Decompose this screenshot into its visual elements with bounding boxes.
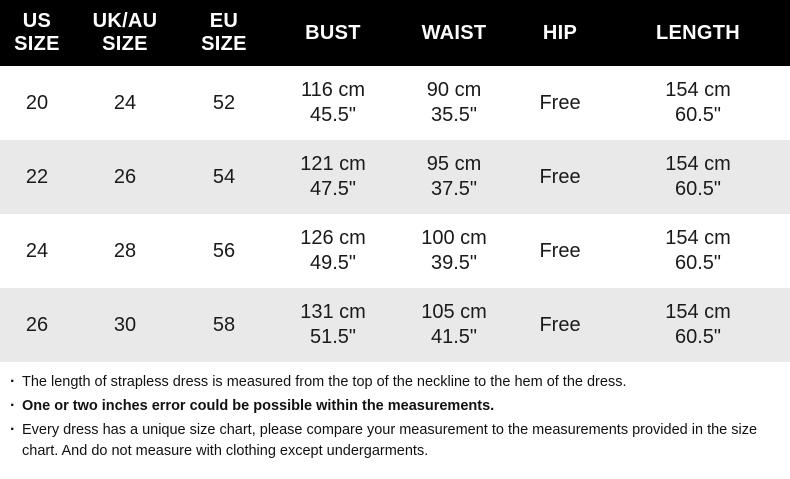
table-row bbox=[0, 140, 790, 214]
column-header-length: LENGTH bbox=[606, 0, 790, 66]
cell-waist-cm: 90 cm bbox=[426, 79, 482, 101]
table-header-row bbox=[0, 0, 790, 66]
cell-us-size: 20 bbox=[0, 66, 74, 140]
cell-waist-cm: 105 cm bbox=[421, 301, 487, 323]
column-header-waist: WAIST bbox=[394, 0, 514, 66]
cell-length-in: 60.5" bbox=[674, 252, 722, 274]
cell-bust-cm: 116 cm bbox=[300, 79, 366, 101]
cell-hip: Free bbox=[514, 66, 606, 140]
cell-waist bbox=[394, 66, 514, 140]
note-item bbox=[10, 372, 782, 393]
bullet-icon: · bbox=[10, 421, 16, 439]
eu-size-label-line2: SIZE bbox=[201, 33, 247, 55]
table-body bbox=[0, 66, 790, 362]
cell-eu-size: 56 bbox=[176, 214, 272, 288]
cell-waist bbox=[394, 288, 514, 362]
table-row bbox=[0, 288, 790, 362]
uk-au-size-label-line2: SIZE bbox=[102, 33, 148, 55]
bullet-icon: · bbox=[10, 397, 16, 415]
column-header-hip: HIP bbox=[514, 0, 606, 66]
note-item bbox=[10, 396, 782, 417]
cell-uk-au-size: 24 bbox=[74, 66, 176, 140]
cell-us-size: 26 bbox=[0, 288, 74, 362]
cell-length bbox=[606, 288, 790, 362]
cell-hip: Free bbox=[514, 214, 606, 288]
cell-waist-in: 37.5" bbox=[430, 178, 478, 200]
table-row bbox=[0, 66, 790, 140]
note-text: The length of strapless dress is measured from the top of the neckline to the hem of the dress. bbox=[22, 374, 627, 390]
eu-size-label-line1: EU bbox=[209, 10, 239, 32]
cell-length-in: 60.5" bbox=[674, 178, 722, 200]
cell-waist-in: 35.5" bbox=[430, 104, 478, 126]
cell-waist bbox=[394, 140, 514, 214]
cell-bust-cm: 126 cm bbox=[300, 227, 366, 249]
cell-hip: Free bbox=[514, 140, 606, 214]
cell-bust-in: 47.5" bbox=[309, 178, 357, 200]
cell-us-size: 24 bbox=[0, 214, 74, 288]
uk-au-size-label-line1: UK/AU bbox=[92, 10, 158, 32]
us-size-label-line1: US bbox=[22, 10, 52, 32]
cell-length bbox=[606, 66, 790, 140]
cell-bust bbox=[272, 140, 394, 214]
note-text: One or two inches error could be possible within the measurements. bbox=[22, 398, 495, 415]
cell-length bbox=[606, 214, 790, 288]
cell-length bbox=[606, 140, 790, 214]
cell-length-cm: 154 cm bbox=[665, 153, 731, 175]
cell-length-cm: 154 cm bbox=[665, 301, 731, 323]
cell-uk-au-size: 28 bbox=[74, 214, 176, 288]
cell-length-cm: 154 cm bbox=[665, 79, 731, 101]
cell-bust bbox=[272, 288, 394, 362]
cell-eu-size: 58 bbox=[176, 288, 272, 362]
cell-waist-in: 41.5" bbox=[430, 326, 478, 348]
cell-bust-cm: 121 cm bbox=[300, 153, 366, 175]
table-row bbox=[0, 214, 790, 288]
table-header bbox=[0, 0, 790, 66]
notes-section bbox=[0, 362, 790, 462]
bullet-icon: · bbox=[10, 373, 16, 390]
note-item bbox=[10, 420, 782, 462]
cell-bust bbox=[272, 214, 394, 288]
cell-bust-in: 51.5" bbox=[309, 326, 357, 348]
cell-bust-in: 45.5" bbox=[309, 104, 357, 126]
column-header-bust: BUST bbox=[272, 0, 394, 66]
cell-hip: Free bbox=[514, 288, 606, 362]
cell-eu-size: 54 bbox=[176, 140, 272, 214]
cell-length-cm: 154 cm bbox=[665, 227, 731, 249]
note-text: Every dress has a unique size chart, please compare your measurement to the measurements provided in the size chart. And do not measure with clothing except undergarments. bbox=[22, 422, 758, 460]
cell-waist-cm: 100 cm bbox=[421, 227, 487, 249]
column-header-uk-au-size bbox=[74, 0, 176, 66]
cell-waist-in: 39.5" bbox=[430, 252, 478, 274]
cell-waist bbox=[394, 214, 514, 288]
cell-bust-in: 49.5" bbox=[309, 252, 357, 274]
cell-bust-cm: 131 cm bbox=[300, 301, 366, 323]
cell-bust bbox=[272, 66, 394, 140]
cell-uk-au-size: 26 bbox=[74, 140, 176, 214]
us-size-label-line2: SIZE bbox=[14, 33, 60, 55]
column-header-us-size bbox=[0, 0, 74, 66]
cell-length-in: 60.5" bbox=[674, 104, 722, 126]
column-header-eu-size bbox=[176, 0, 272, 66]
cell-us-size: 22 bbox=[0, 140, 74, 214]
cell-waist-cm: 95 cm bbox=[426, 153, 482, 175]
cell-uk-au-size: 30 bbox=[74, 288, 176, 362]
cell-length-in: 60.5" bbox=[674, 326, 722, 348]
cell-eu-size: 52 bbox=[176, 66, 272, 140]
